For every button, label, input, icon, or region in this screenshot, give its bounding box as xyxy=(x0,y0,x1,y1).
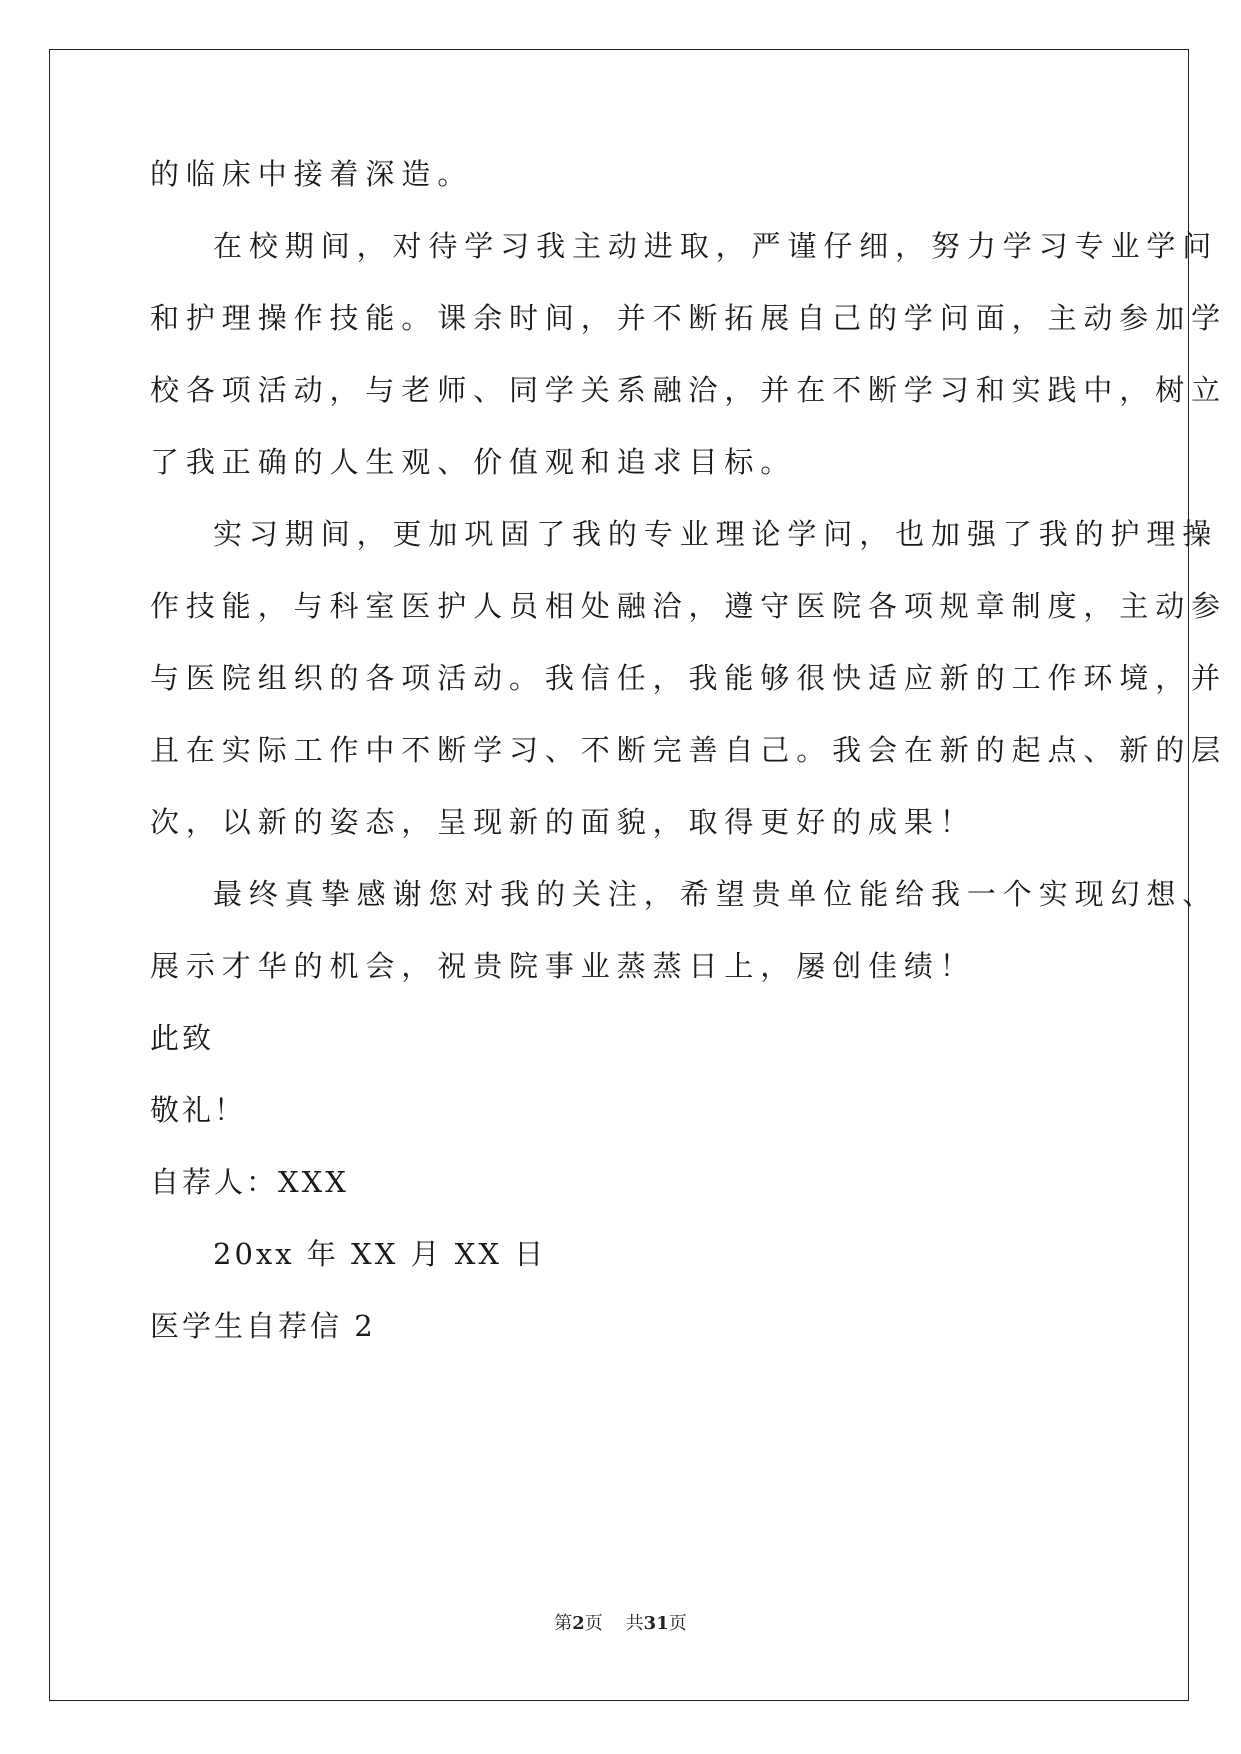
paragraph-start: 最终真挚感谢您对我的关注，希望贵单位能给我一个实现幻想、 xyxy=(213,877,1219,911)
body-line: 次，以新的姿态，呈现新的面貌，取得更好的成果！ xyxy=(150,805,976,839)
signature-line: 自荐人：XXX xyxy=(150,1165,349,1199)
closing-salutation: 此致 xyxy=(150,1021,215,1055)
body-line: 校各项活动，与老师、同学关系融洽，并在不断学习和实践中，树立 xyxy=(150,373,1228,407)
body-line: 了我正确的人生观、价值观和追求目标。 xyxy=(150,445,797,479)
paragraph-start: 实习期间，更加巩固了我的专业理论学问，也加强了我的护理操 xyxy=(213,517,1219,551)
section-heading: 医学生自荐信 2 xyxy=(150,1309,376,1343)
total-suffix: 页 xyxy=(668,1613,687,1634)
body-line: 与医院组织的各项活动。我信任，我能够很快适应新的工作环境，并 xyxy=(150,661,1228,695)
body-line: 作技能，与科室医护人员相处融洽，遵守医院各项规章制度，主动参 xyxy=(150,589,1228,623)
total-prefix: 共 xyxy=(625,1613,644,1634)
body-line: 的临床中接着深造。 xyxy=(150,157,474,191)
page-suffix: 页 xyxy=(584,1613,603,1634)
total-pages: 31 xyxy=(643,1613,669,1634)
page-footer xyxy=(0,1612,1241,1636)
body-line: 展示才华的机会，祝贵院事业蒸蒸日上，屡创佳绩！ xyxy=(150,949,976,983)
page-number: 2 xyxy=(572,1613,585,1634)
paragraph-start: 在校期间，对待学习我主动进取，严谨仔细，努力学习专业学问 xyxy=(213,229,1219,263)
date-line: 20xx 年 XX 月 XX 日 xyxy=(213,1237,547,1271)
body-line: 且在实际工作中不断学习、不断完善自己。我会在新的起点、新的层 xyxy=(150,733,1228,767)
body-line: 和护理操作技能。课余时间，并不断拓展自己的学问面，主动参加学 xyxy=(150,301,1228,335)
page-prefix: 第 xyxy=(554,1613,573,1634)
closing-regards: 敬礼！ xyxy=(150,1093,247,1127)
